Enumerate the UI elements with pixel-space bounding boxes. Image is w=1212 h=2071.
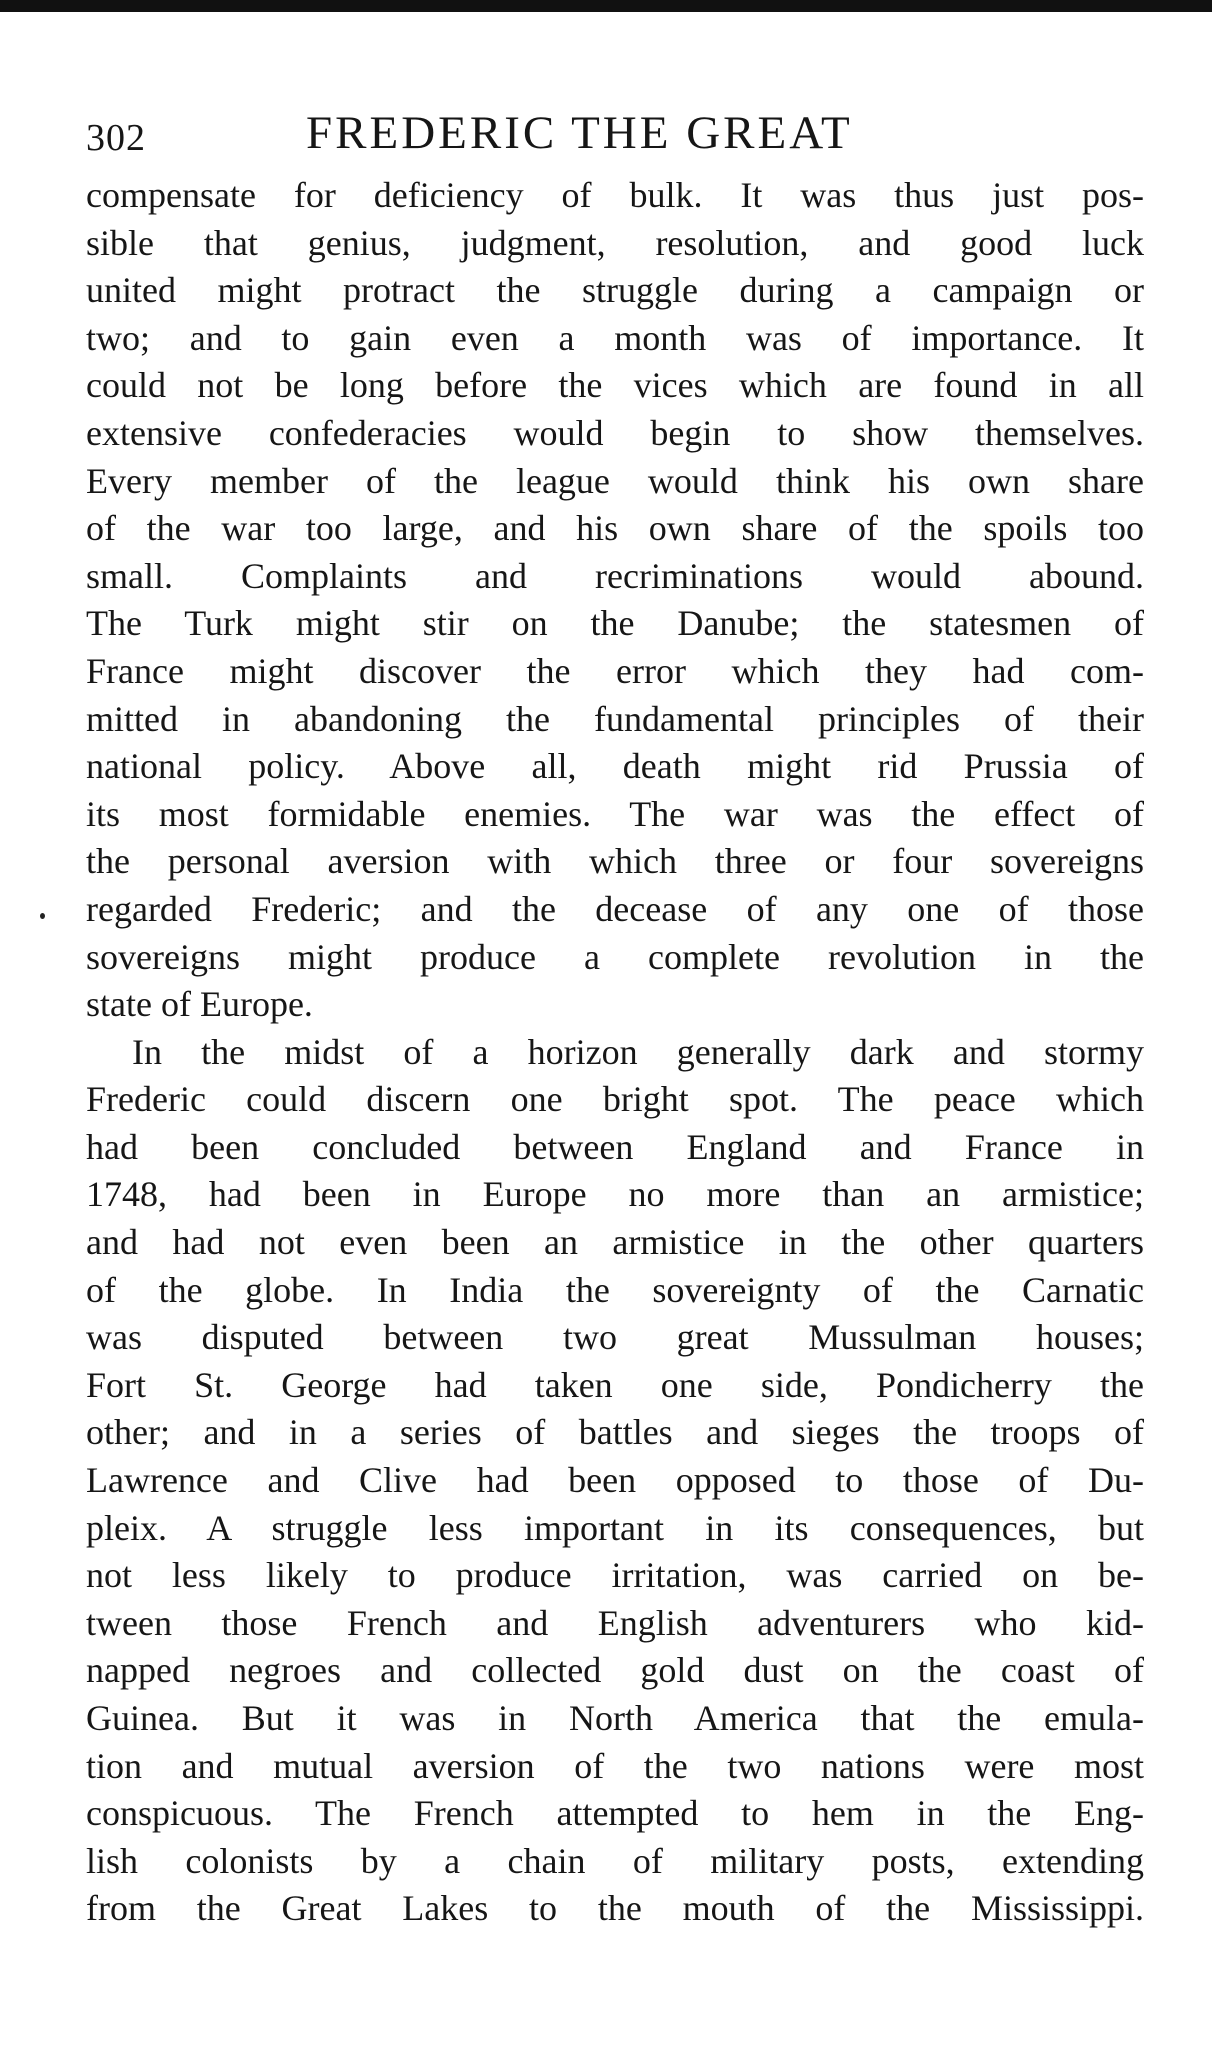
text-line: regarded Frederic; and the decease of any one of those <box>86 888 1144 929</box>
text-line: napped negroes and collected gold dust on the coast of <box>86 1650 1144 1691</box>
text-line: tween those French and English adventurers who kid- <box>86 1602 1144 1643</box>
book-page <box>86 100 1144 1933</box>
text-line: The Turk might stir on the Danube; the statesmen of <box>86 603 1144 644</box>
running-head <box>86 100 1144 172</box>
text-line: and had not even been an armistice in the other quarters <box>86 1222 1144 1263</box>
text-line: Guinea. But it was in North America that the emula- <box>86 1698 1144 1738</box>
text-line: conspicuous. The French attempted to hem in the Eng- <box>86 1793 1144 1834</box>
paragraph-1 <box>86 172 1144 1029</box>
text-line: not less likely to produce irritation, was carried on be- <box>86 1555 1144 1596</box>
text-line: Every member of the league would think his own share <box>86 460 1144 501</box>
body-text <box>86 172 1144 1933</box>
text-line: was disputed between two great Mussulman houses; <box>86 1317 1144 1358</box>
text-line: pleix. A struggle less important in its consequences, but <box>86 1507 1144 1548</box>
text-line: national policy. Above all, death might rid Prussia of <box>86 746 1144 787</box>
text-line: In the midst of a horizon generally dark and stormy <box>132 1031 1144 1072</box>
text-line: 1748, had been in Europe no more than an armistice; <box>86 1174 1144 1215</box>
text-line: tion and mutual aversion of the two nations were most <box>86 1745 1144 1786</box>
text-line: from the Great Lakes to the mouth of the Mississippi. <box>86 1888 1144 1929</box>
paragraph-2 <box>86 1029 1144 1933</box>
text-line: sible that genius, judgment, resolution, and good luck <box>86 222 1144 263</box>
top-border-rule <box>0 0 1212 12</box>
text-line: extensive confederacies would begin to show themselves. <box>86 412 1144 453</box>
text-line: united might protract the struggle during a campaign or <box>86 270 1144 311</box>
text-line: Fort St. George had taken one side, Pondicherry the <box>86 1364 1144 1405</box>
margin-speck <box>40 913 45 919</box>
page-number: 302 <box>86 117 146 159</box>
running-title: FREDERIC THE GREAT <box>306 107 853 159</box>
text-line: could not be long before the vices which are found in all <box>86 365 1144 406</box>
text-line: other; and in a series of battles and sieges the troops of <box>86 1412 1144 1453</box>
text-line: Frederic could discern one bright spot. The peace which <box>86 1079 1144 1120</box>
text-line: of the war too large, and his own share of the spoils too <box>86 508 1144 549</box>
text-line: of the globe. In India the sovereignty of the Carnatic <box>86 1269 1144 1310</box>
text-line: its most formidable enemies. The war was the effect of <box>86 793 1144 834</box>
text-line: small. Complaints and recriminations would abound. <box>86 555 1144 596</box>
text-line: the personal aversion with which three or four sovereigns <box>86 841 1144 882</box>
text-line: compensate for deficiency of bulk. It was thus just pos- <box>86 175 1144 215</box>
text-line: had been concluded between England and France in <box>86 1126 1144 1167</box>
text-line: mitted in abandoning the fundamental principles of their <box>86 698 1144 739</box>
text-line: lish colonists by a chain of military posts, extending <box>86 1840 1144 1881</box>
text-line: France might discover the error which they had com- <box>86 650 1144 691</box>
text-line: state of Europe. <box>86 984 313 1025</box>
text-line: two; and to gain even a month was of importance. It <box>86 317 1144 358</box>
text-line: Lawrence and Clive had been opposed to those of Du- <box>86 1460 1144 1501</box>
text-line: sovereigns might produce a complete revolution in the <box>86 936 1144 977</box>
